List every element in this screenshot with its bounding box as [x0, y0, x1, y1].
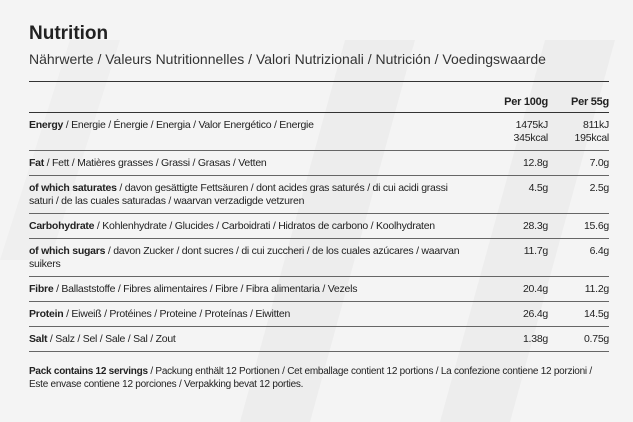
nutrient-name-translations: / Eiweiß / Protéines / Proteine / Proteínas / Eiwitten	[63, 308, 291, 320]
header-per-55g: Per 55g	[548, 82, 609, 113]
value-per-55g	[548, 151, 609, 176]
table-row	[29, 214, 609, 239]
table-row	[29, 327, 609, 352]
value-per-100g-primary: 28.3g	[522, 220, 548, 232]
page-subtitle: Nährwerte / Valeurs Nutritionnelles / Valori Nutrizionali / Nutrición / Voedingswaarde	[29, 51, 546, 67]
value-per-55g-primary: 811kJ	[583, 119, 609, 131]
value-per-55g	[548, 327, 609, 352]
value-per-100g-primary: 26.4g	[522, 308, 548, 320]
nutrient-name	[29, 277, 469, 302]
nutrient-name-bold: of which saturates	[29, 182, 117, 194]
nutrient-name-translations: / Fett / Matières grasses / Grassi / Grasas / Vetten	[44, 157, 267, 169]
nutrient-name-bold: Carbohydrate	[29, 220, 95, 232]
table-row	[29, 151, 609, 176]
nutrient-name-translations: / Kohlenhydrate / Glucides / Carboidrati / Hidratos de carbono / Koolhydraten	[94, 220, 435, 232]
value-per-55g-primary: 6.4g	[589, 245, 609, 257]
value-per-55g-primary: 7.0g	[589, 157, 609, 169]
value-per-100g	[469, 239, 548, 277]
nutrient-name	[29, 176, 469, 214]
nutrient-name	[29, 214, 469, 239]
value-per-55g	[548, 113, 609, 151]
value-per-100g-primary: 11.7g	[523, 245, 548, 257]
nutrient-name-translations: / davon gesättigte Fettsäuren / dont acides gras saturés / di cui acidi grassi saturi / de las cuales saturadas / waarvan verzadigde vetzuren	[29, 182, 448, 207]
nutrient-name-bold: Salt	[29, 333, 48, 345]
nutrient-name-translations: / Energie / Énergie / Energia / Valor Energético / Energie	[63, 119, 314, 131]
table-row	[29, 239, 609, 277]
footnote-bold: Pack contains 12 servings	[29, 366, 148, 377]
header-per-100g: Per 100g	[469, 82, 548, 113]
value-per-100g-secondary: 345kcal	[513, 132, 548, 144]
value-per-100g-primary: 12.8g	[522, 157, 548, 169]
value-per-55g	[548, 176, 609, 214]
table-row	[29, 277, 609, 302]
value-per-55g-primary: 15.6g	[583, 220, 609, 232]
nutrient-name	[29, 327, 469, 352]
value-per-100g	[469, 327, 548, 352]
value-per-100g-primary: 4.5g	[528, 182, 548, 194]
value-per-100g	[469, 151, 548, 176]
value-per-100g	[469, 113, 548, 151]
nutrient-name-bold: Fibre	[29, 283, 54, 295]
pack-servings-note	[29, 365, 609, 391]
nutrient-name-bold: Protein	[29, 308, 64, 320]
nutrient-name	[29, 239, 469, 277]
table-row	[29, 113, 609, 151]
table-header-row	[29, 82, 609, 113]
nutrient-name-translations: / Salz / Sel / Sale / Sal / Zout	[47, 333, 176, 345]
nutrition-content	[29, 22, 609, 391]
value-per-100g-primary: 1.38g	[522, 333, 548, 345]
nutrient-name	[29, 151, 469, 176]
value-per-55g-primary: 2.5g	[589, 182, 609, 194]
value-per-55g	[548, 239, 609, 277]
nutrition-table	[29, 82, 609, 352]
nutrient-name	[29, 302, 469, 327]
value-per-100g	[469, 302, 548, 327]
value-per-55g	[548, 277, 609, 302]
footnote-rest: / Packung enthält 12 Portionen / Cet emballage contient 12 portions / La confezione contiene 12 porzioni / Este envase contiene 12 porciones / Verpakking bevat 12 porties.	[29, 366, 592, 390]
value-per-55g-primary: 14.5g	[583, 308, 609, 320]
nutrient-name-bold: of which sugars	[29, 245, 106, 257]
value-per-55g	[548, 214, 609, 239]
nutrient-name-bold: Fat	[29, 157, 44, 169]
nutrient-name	[29, 113, 469, 151]
nutrient-name-translations: / davon Zucker / dont sucres / di cui zuccheri / de los cuales azúcares / waarvan suikers	[29, 245, 460, 270]
nutrient-name-bold: Energy	[29, 119, 64, 131]
value-per-55g-primary: 0.75g	[583, 333, 609, 345]
value-per-100g	[469, 277, 548, 302]
value-per-100g	[469, 176, 548, 214]
value-per-100g-primary: 1475kJ	[515, 119, 548, 131]
value-per-55g-secondary: 195kcal	[574, 132, 609, 144]
value-per-100g	[469, 214, 548, 239]
value-per-55g	[548, 302, 609, 327]
table-row	[29, 176, 609, 214]
value-per-100g-primary: 20.4g	[522, 283, 548, 295]
table-row	[29, 302, 609, 327]
nutrient-name-translations: / Ballaststoffe / Fibres alimentaires / Fibre / Fibra alimentaria / Vezels	[53, 283, 358, 295]
page-title: Nutrition	[29, 23, 109, 44]
header-nutrient	[29, 82, 469, 113]
value-per-55g-primary: 11.2g	[584, 283, 609, 295]
